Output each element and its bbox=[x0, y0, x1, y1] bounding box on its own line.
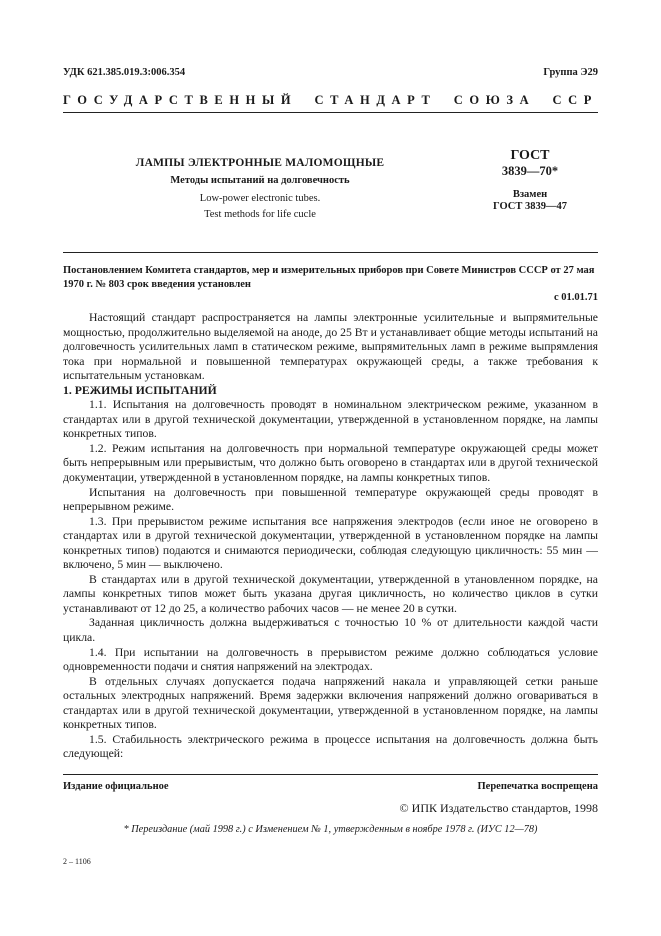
title-block bbox=[100, 157, 420, 220]
print-signature: 2 – 1106 bbox=[63, 857, 91, 866]
state-word: СТАНДАРТ bbox=[314, 93, 437, 107]
gost-number: 3839—70* bbox=[501, 164, 559, 178]
section-heading: 1. РЕЖИМЫ ИСПЫТАНИЙ bbox=[63, 383, 217, 397]
paragraph: 1.2. Режим испытания на долговечность при нормальной температуре окружающей среды может быть непрерывным или прерывистым, что должно быть оговорено в стандартах или в другой технической документации, утвержденной в установленном порядке, на лампы конкретных типов. bbox=[63, 441, 598, 485]
replaces-standard: ГОСТ 3839—47 bbox=[493, 201, 567, 212]
state-standard-heading bbox=[63, 93, 598, 108]
title-ru-main: ЛАМПЫ ЭЛЕКТРОННЫЕ МАЛОМОЩНЫЕ bbox=[135, 157, 385, 169]
title-ru-sub: Методы испытаний на долговечность bbox=[170, 175, 350, 186]
header-divider bbox=[63, 112, 598, 113]
designation-block bbox=[470, 148, 590, 212]
intro-paragraph: Настоящий стандарт распространяется на лампы электронные усилительные и выпрямительные мощностью, продолжительно выделяемой на аноде, до 25 Вт и устанавливает общие методы испытаний на долговечность усилительных ламп в статическом режиме, выпрямительных ламп в режиме выпрямления тока при нормальной и повышенной температурах окружающей среды, а также требования к испытательным установкам. bbox=[63, 311, 598, 383]
reissue-note: * Переиздание (май 1998 г.) с Изменением № 1, утвержденным в ноябре 1978 г. (ИУС 12—78) bbox=[123, 824, 538, 835]
effective-date: с 01.01.71 bbox=[553, 292, 598, 303]
title-en-sub: Test methods for life cucle bbox=[204, 209, 316, 220]
gost-label: ГОСТ bbox=[510, 148, 550, 163]
state-word: ССР bbox=[552, 93, 598, 107]
document-body bbox=[63, 311, 598, 762]
paragraph: В стандартах или в другой технической документации, утвержденной в утановленном порядке, на лампы конкретных типов может быть указана другая цикличность, но количество циклов в сутки устанавливают от 12 до 25, а количество рабочих часов — не менее 20 в сутки. bbox=[63, 572, 598, 615]
paragraph: 1.3. При прерывистом режиме испытания все напряжения электродов (если иное не оговорено в стандартах или в другой технической документации, утвержденной в установленном порядке на лампы конкретных типов) подаются и снимаются периодически, соблюдая следующую цикличность: 55 мин — включено, 5 мин — выключено. bbox=[63, 514, 598, 572]
reprint-prohibited: Перепечатка воспрещена bbox=[477, 781, 598, 792]
decree-text: Постановлением Комитета стандартов, мер и измерительных приборов при Совете Министров СССР от 27 мая 1970 г. № 803 срок введения установлен bbox=[63, 265, 595, 290]
state-word: СОЮЗА bbox=[453, 93, 536, 107]
paragraph: Заданная цикличность должна выдерживаться с точностью 10 % от длительности каждой части цикла. bbox=[63, 616, 598, 645]
state-word: ГОСУДАРСТВЕННЫЙ bbox=[63, 93, 298, 107]
footer-divider bbox=[63, 774, 598, 775]
paragraph: 1.4. При испытании на долговечность в прерывистом режиме должно соблюдаться условие одновременности подачи и снятия напряжений на электродах. bbox=[63, 645, 598, 674]
title-en-main: Low-power electronic tubes. bbox=[199, 193, 321, 204]
udk-code: УДК 621.385.019.3:006.354 bbox=[63, 67, 186, 78]
group-code: Группа Э29 bbox=[543, 67, 598, 78]
official-edition: Издание официальное bbox=[63, 781, 169, 792]
paragraph: В отдельных случаях допускается подача напряжений накала и управляющей сетки раньше остальных электродных напряжений. Время задержки включения напряжений должно оговариваться в стандартах или в другой технической документации, утвержденной в установленном порядке, на лампы конкретных типов. bbox=[63, 674, 598, 732]
paragraph: 1.1. Испытания на долговечность проводят в номинальном электрическом режиме, указанном в стандартах или в другой технической документации, утвержденной в установленном порядке, на лампы конкретных типов. bbox=[63, 398, 598, 441]
paragraph: Испытания на долговечность при повышенной температуре окружающей среды проводят в непрерывном режиме. bbox=[63, 485, 598, 514]
paragraph: 1.5. Стабильность электрического режима в процессе испытания на долговечность должна быть следующей: bbox=[63, 732, 598, 761]
title-divider bbox=[63, 252, 598, 253]
replaces-label: Взамен bbox=[512, 189, 548, 200]
copyright-notice: © ИПК Издательство стандартов, 1998 bbox=[399, 801, 598, 815]
